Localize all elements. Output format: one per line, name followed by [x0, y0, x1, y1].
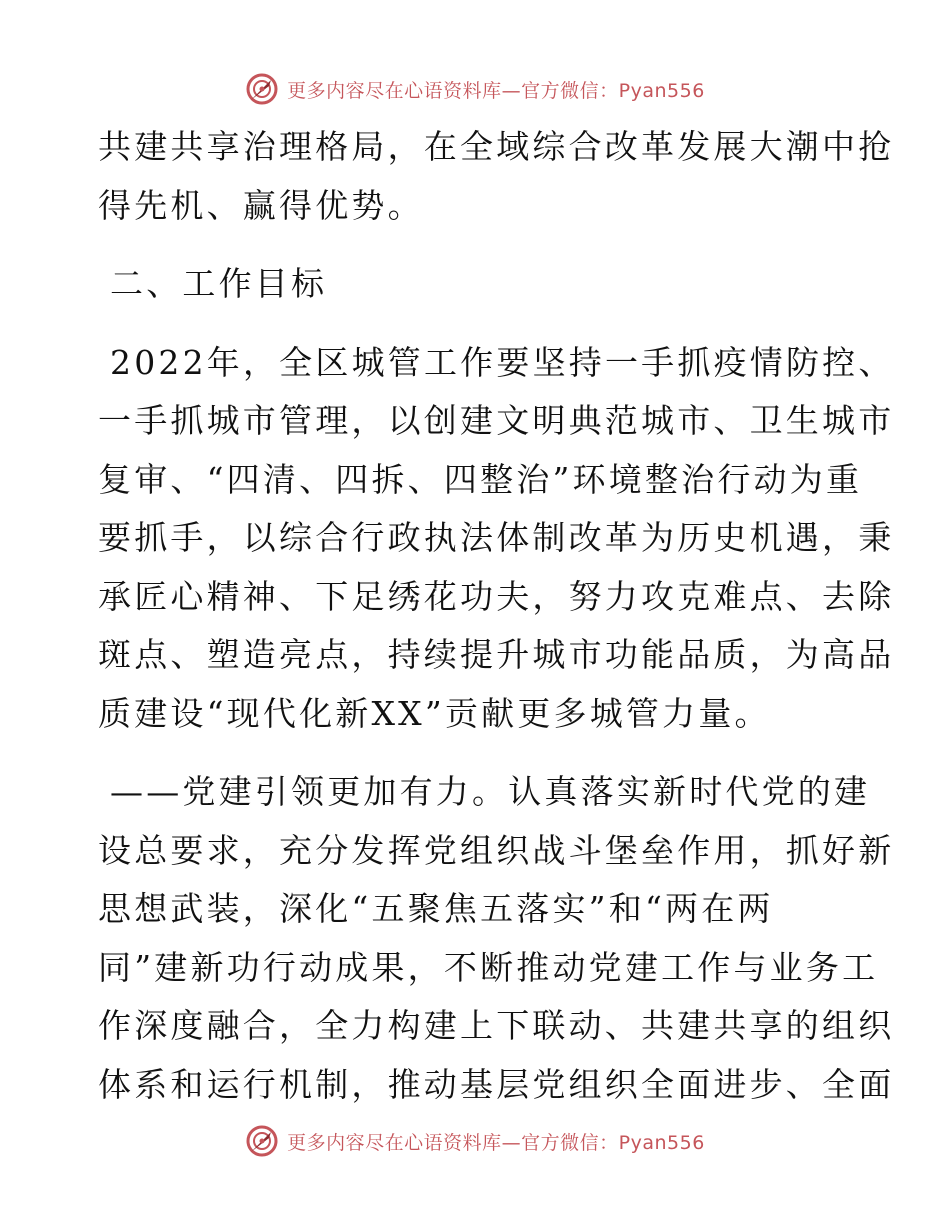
text-line: 一手抓城市管理，以创建文明典范城市、卫生城市 — [98, 401, 895, 440]
text-line: 复审、“四清、四拆、四整治”环境整治行动为重 — [98, 459, 863, 499]
paragraph-2 — [98, 334, 895, 744]
logo-icon — [245, 1124, 279, 1158]
logo-icon — [245, 72, 279, 106]
section-heading: 二、工作目标 — [110, 264, 328, 303]
text-line: 质建设“现代化新XX”贡献更多城管力量。 — [98, 693, 771, 733]
paragraph-1 — [98, 118, 895, 235]
text-line: 共建共享治理格局，在全域综合改革发展大潮中抢 — [98, 127, 895, 166]
watermark-text: 更多内容尽在心语资料库—官方微信：Pyan556 — [287, 1131, 705, 1154]
watermark-header — [0, 72, 950, 106]
text-line: 承匠心精神、下足绣花功夫，努力攻克难点、去除 — [98, 576, 895, 616]
text-line: 作深度融合，全力构建上下联动、共建共享的组织 — [98, 1006, 895, 1045]
text-line: 2022年，全区城管工作要坚持一手抓疫情防控、 — [110, 342, 895, 382]
text-line: 设总要求，充分发挥党组织战斗堡垒作用，抓好新 — [98, 830, 895, 870]
document-body — [98, 118, 895, 1114]
text-line: ——党建引领更加有力。认真落实新时代党的建 — [110, 772, 871, 811]
watermark-text: 更多内容尽在心语资料库—官方微信：Pyan556 — [287, 79, 705, 102]
text-line: 同”建新功行动成果，不断推动党建工作与业务工 — [98, 947, 879, 987]
text-line: 要抓手，以综合行政执法体制改革为历史机遇，秉 — [98, 518, 895, 557]
text-line: 得先机、赢得优势。 — [98, 185, 424, 225]
text-line: 斑点、塑造亮点，持续提升城市功能品质，为高品 — [98, 635, 895, 674]
text-line: 思想武装，深化“五聚焦五落实”和“两在两 — [98, 889, 774, 928]
paragraph-3 — [98, 763, 895, 1114]
watermark-footer — [0, 1124, 950, 1158]
text-line: 体系和运行机制，推动基层党组织全面进步、全面 — [98, 1064, 895, 1104]
